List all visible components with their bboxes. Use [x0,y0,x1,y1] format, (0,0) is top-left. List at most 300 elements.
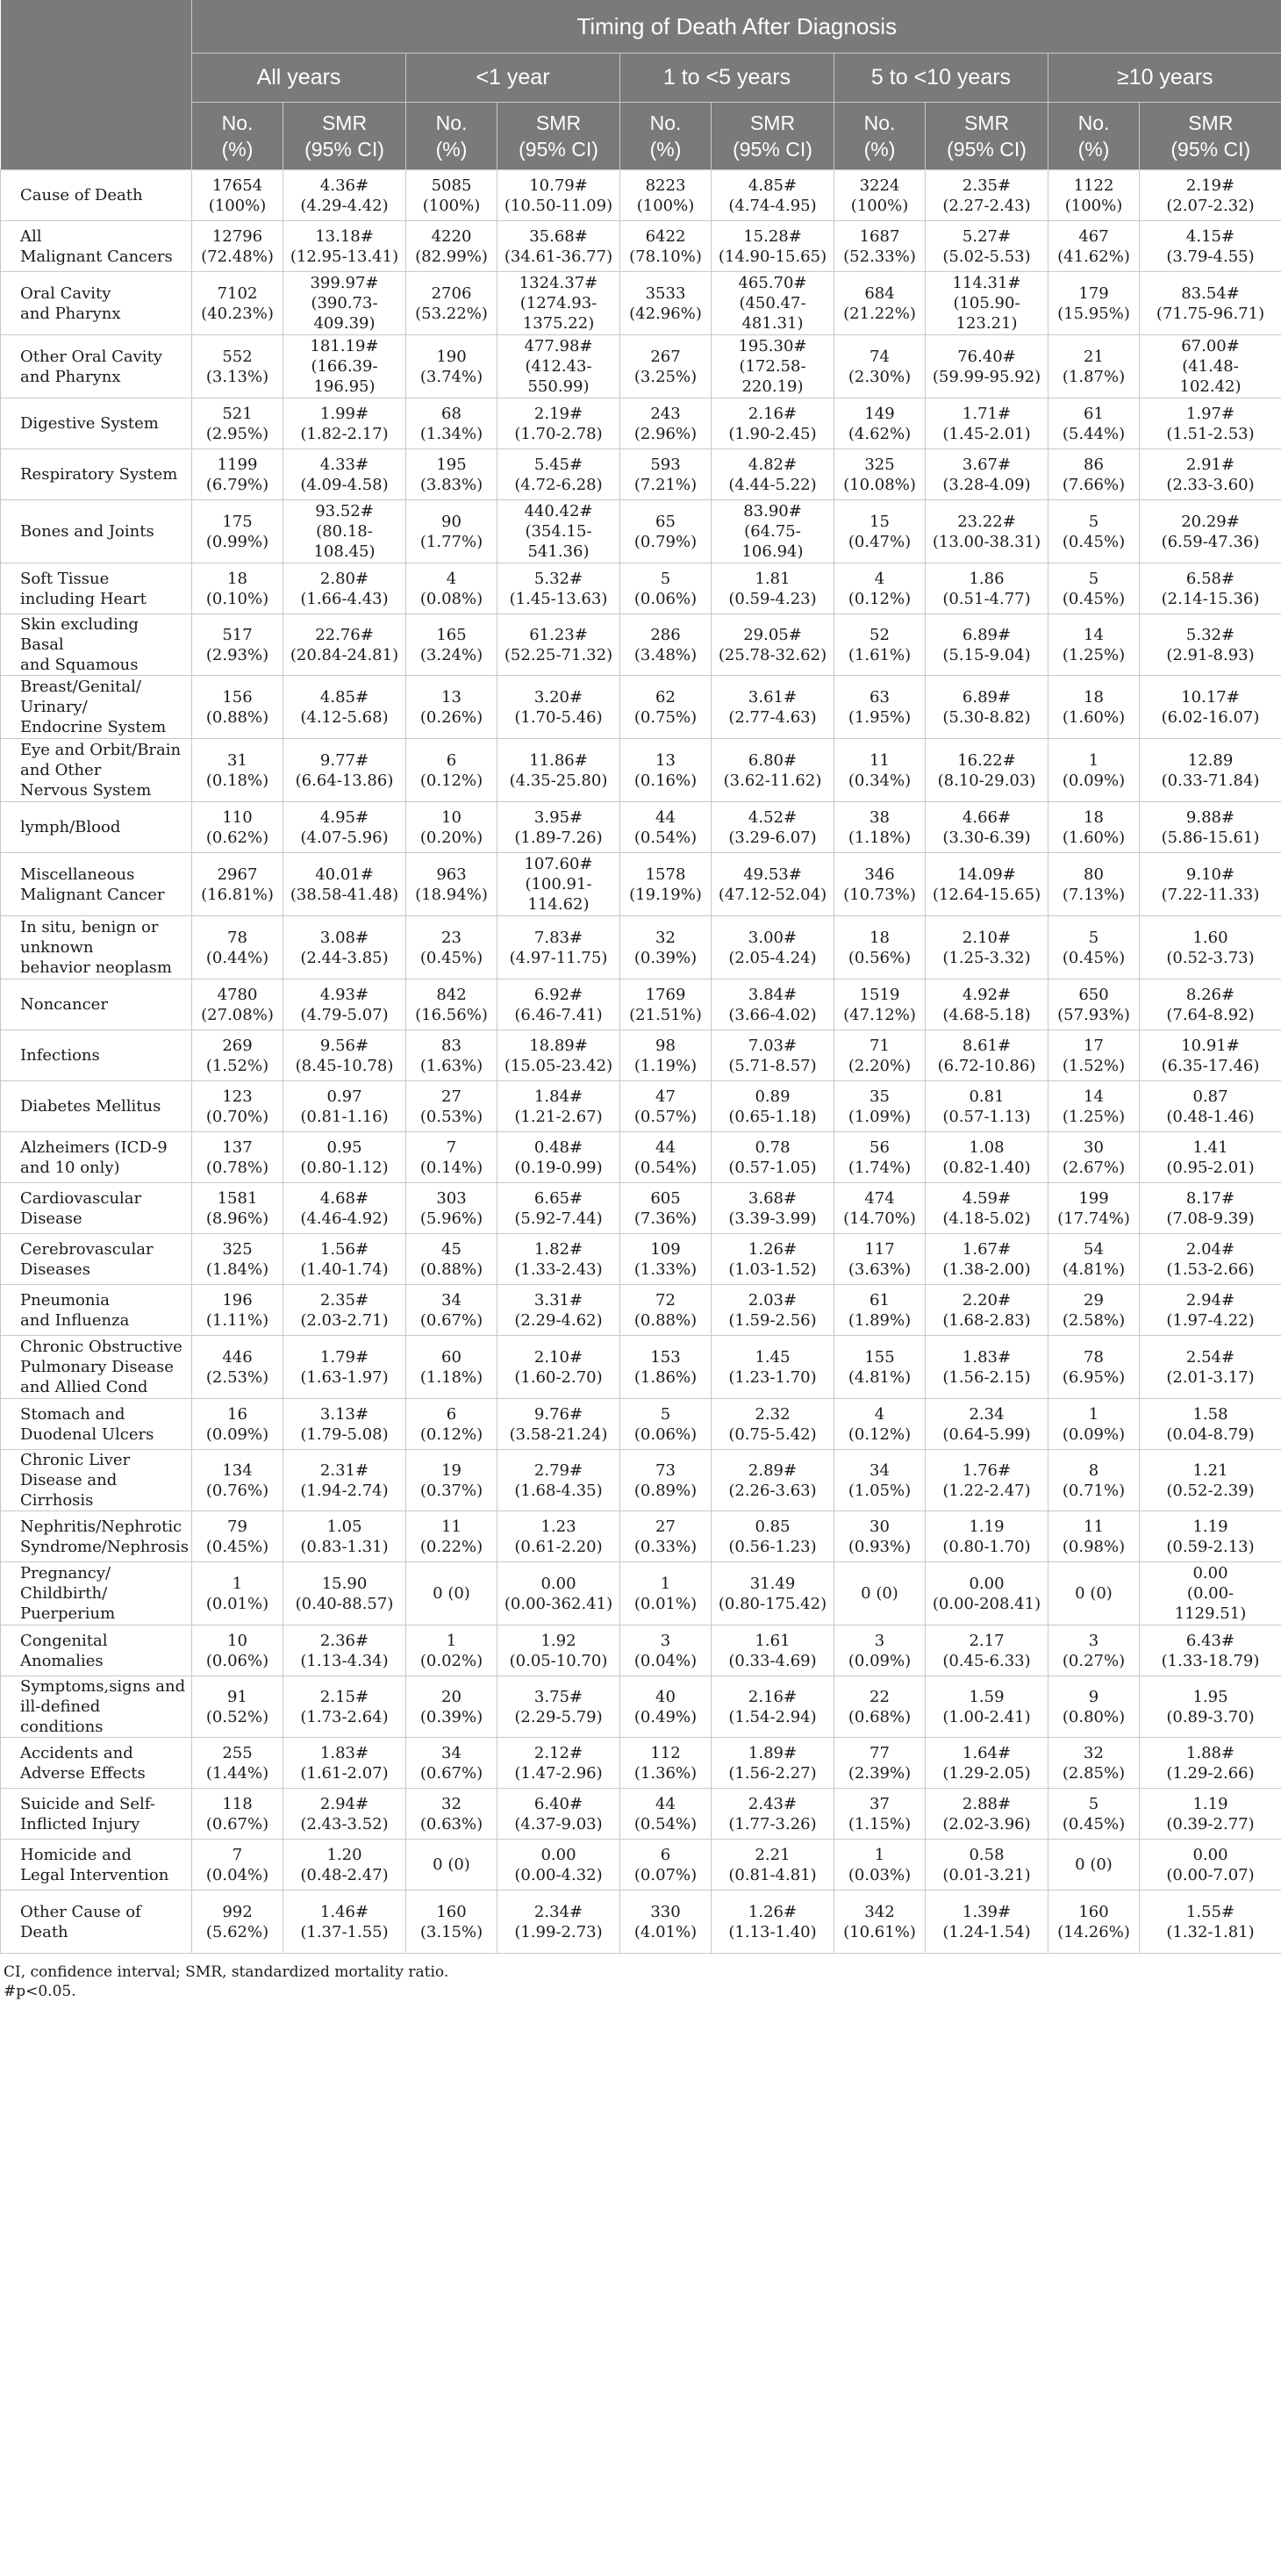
cell-line: 0.00 [540,1845,576,1864]
cell-line: 0.00 [969,1574,1005,1593]
cell-line: 10.91# [1181,1036,1240,1055]
cell-line: 541.36) [527,542,590,561]
count-cell [620,1450,712,1511]
cell-line: (4.35-25.80) [509,771,608,790]
cell-line: (0.89-3.70) [1166,1707,1255,1726]
cell-line: 2.04# [1185,1239,1235,1259]
table-row [1,1840,1281,1891]
cell-line: (7.21%) [633,475,698,494]
cell-line: 1581 [217,1188,258,1208]
cell-line: (7.22-11.33) [1161,885,1260,904]
header-line: (%) [435,138,468,161]
cell-line: (5.62%) [205,1922,269,1941]
row-label-line: Urinary/ [20,698,88,716]
cell-line: 5 [1088,928,1099,947]
count-cell [834,1840,926,1891]
count-cell [406,1676,497,1738]
row-label [1,739,192,802]
count-cell [406,1738,497,1789]
table-row [1,1336,1281,1399]
smr-cell [497,916,620,979]
smr-cell [497,1234,620,1285]
table-row [1,1285,1281,1336]
smr-cell [926,1132,1048,1183]
cell-line: (0.09%) [848,1651,912,1670]
cell-line: 11 [1084,1517,1104,1536]
count-cell [1048,1789,1140,1840]
cell-line: 8 [1088,1460,1099,1480]
cell-line: 32 [441,1794,462,1813]
row-label-line: behavior neoplasm [20,958,172,977]
cell-line: 2.16# [748,404,798,423]
cell-line: 3.75# [533,1687,583,1706]
cell-line: (2.58%) [1062,1310,1126,1330]
cell-line: (0.12%) [419,771,483,790]
cell-line: 517 [222,625,253,644]
smr-cell [926,563,1048,614]
footnote-significance: #p<0.05. [4,1983,76,2000]
smr-cell [1140,979,1281,1030]
smr-cell [926,221,1048,272]
cell-line: (47.12%) [843,1005,916,1024]
smr-cell [926,1738,1048,1789]
row-label-line: ill-defined conditions [20,1697,104,1736]
cell-line: 1.05 [326,1517,362,1536]
cell-line: 9.76# [533,1404,583,1424]
row-label [1,1450,192,1511]
cell-line: (1.60%) [1062,707,1126,727]
smr-cell [712,1183,834,1234]
cell-line: (1.13-1.40) [728,1922,817,1941]
cell-line: (0.44%) [205,948,269,967]
smr-cell [497,335,620,398]
smr-cell [712,449,834,500]
header-line: (%) [1077,138,1110,161]
row-label-line: Malignant Cancer [20,885,165,904]
smr-cell [283,1399,406,1450]
count-cell [1048,1183,1140,1234]
smr-cell [283,739,406,802]
row-label [1,1081,192,1132]
smr-cell [926,916,1048,979]
cell-line: (0.65-1.18) [728,1107,817,1126]
cell-line: 1.60 [1192,928,1228,947]
cell-line: (1.37-1.55) [300,1922,389,1941]
cell-line: 220.19) [741,377,804,396]
count-cell [620,563,712,614]
cell-line: 1 [1088,1404,1099,1424]
cell-line: (1.34%) [419,424,483,443]
cell-line: (0.45-6.33) [942,1651,1031,1670]
cell-line: 2.35# [319,1290,369,1310]
smr-cell [712,1562,834,1625]
cell-line: 1.08 [969,1137,1005,1157]
smr-cell [1140,1399,1281,1450]
cell-line: (7.64-8.92) [1166,1005,1255,1024]
row-label-line: Malignant Cancers [20,247,173,266]
cell-line: 195 [436,455,467,474]
header-title: Timing of Death After Diagnosis [192,0,1281,54]
smr-cell [283,500,406,563]
cell-line: (1.94-2.74) [300,1481,389,1500]
table-row [1,1183,1281,1234]
row-label [1,1891,192,1954]
cell-line: 2.80# [319,569,369,588]
cell-line: (354.15- [525,522,592,541]
cell-line: 1.95 [1192,1687,1228,1706]
cell-line: 123 [222,1087,253,1106]
count-cell [192,170,283,221]
cell-line: 521 [222,404,253,423]
cell-line: (0.88%) [419,1259,483,1279]
cell-line: (0.64-5.99) [942,1424,1031,1444]
cell-line: 3 [660,1631,671,1650]
cell-line: (2.53%) [205,1367,269,1387]
cell-line: (4.29-4.42) [300,196,389,215]
cell-line: 2.34# [533,1902,583,1921]
cell-line: 474 [864,1188,895,1208]
smr-cell [283,449,406,500]
cell-line: 10.79# [529,176,588,195]
cell-line: 16 [227,1404,247,1424]
count-cell [192,1285,283,1336]
cell-line: 18 [1084,687,1104,707]
cell-line: 4.66# [962,807,1012,827]
count-cell [834,500,926,563]
cell-line: 5 [1088,1794,1099,1813]
row-label-line: and 10 only) [20,1158,120,1177]
cell-line: 1.64# [962,1743,1012,1762]
count-cell [1048,1030,1140,1081]
cell-line: (5.92-7.44) [514,1209,603,1228]
smr-cell [712,853,834,916]
smr-cell [497,1030,620,1081]
smr-cell [283,563,406,614]
smr-cell [926,739,1048,802]
cell-line: 0 (0) [1075,1855,1113,1874]
cell-line: 3.84# [748,985,798,1004]
row-label-line: Respiratory System [20,465,178,484]
cell-line: (0.45%) [1062,532,1126,551]
row-label-line: Cardiovascular [20,1188,142,1208]
row-label-line: unknown [20,938,94,957]
cell-line: 1.26# [748,1902,798,1921]
cell-line: (0.68%) [848,1707,912,1726]
cell-line: 3.08# [319,928,369,947]
count-cell [1048,221,1140,272]
count-cell [620,916,712,979]
cell-line: (1.54-2.94) [728,1707,817,1726]
count-cell [1048,979,1140,1030]
smr-cell [497,1183,620,1234]
cell-line: (1.33-18.79) [1161,1651,1260,1670]
smr-cell [926,1081,1048,1132]
cell-line: 14 [1084,625,1104,644]
cell-line: (1.22-2.47) [942,1481,1031,1500]
cell-line: 67.00# [1181,337,1240,355]
row-label-line: Infections [20,1046,100,1065]
smr-cell [1140,1030,1281,1081]
count-cell [1048,1738,1140,1789]
table-row [1,1562,1281,1625]
smr-cell [926,1336,1048,1399]
count-cell [406,1081,497,1132]
cell-line: (25.78-32.62) [718,645,827,664]
row-label-line: Syndrome/Nephrosis [20,1537,190,1556]
smr-cell [926,449,1048,500]
cell-line: 18 [870,928,890,947]
cell-line: 399.97# [310,274,379,292]
count-cell [192,563,283,614]
cell-line: (71.75-96.71) [1156,304,1265,323]
count-cell [406,221,497,272]
row-label-line: including Heart [20,589,147,608]
count-cell [620,1562,712,1625]
cell-line: (4.09-4.58) [300,475,389,494]
cell-line: 3.31# [533,1290,583,1310]
smr-cell [1140,272,1281,335]
cell-line: (2.03-2.71) [300,1310,389,1330]
cell-line: (0.12%) [848,589,912,608]
cell-line: 0.58 [969,1845,1005,1864]
count-cell [834,1336,926,1399]
cell-line: (14.70%) [843,1209,916,1228]
cell-line: (2.39%) [848,1763,912,1783]
cell-line: (4.79-5.07) [300,1005,389,1024]
row-label [1,1840,192,1891]
count-cell [620,1285,712,1336]
cell-line: (1.11%) [205,1310,269,1330]
count-cell [620,335,712,398]
cell-line: 76.40# [957,347,1016,366]
smr-column-header [926,103,1048,170]
table-row [1,1625,1281,1676]
cell-line: 0.48# [533,1137,583,1157]
cell-line: 1.39# [962,1902,1012,1921]
cell-line: (1.61%) [848,645,912,664]
row-label [1,802,192,853]
cell-line: (105.90- [953,294,1020,312]
cell-line: 23 [441,928,462,947]
cell-line: 83 [441,1036,462,1055]
cell-line: 8.61# [962,1036,1012,1055]
cell-line: (1.33%) [633,1259,698,1279]
smr-cell [1140,1738,1281,1789]
count-cell [406,1450,497,1511]
smr-cell [283,1676,406,1738]
smr-cell [926,1511,1048,1562]
cell-line: (16.81%) [201,885,274,904]
cell-line: 2.16# [748,1687,798,1706]
cell-line: 199 [1078,1188,1109,1208]
row-label-line: Endocrine System [20,718,167,736]
cell-line: (4.72-6.28) [514,475,603,494]
smr-cell [283,614,406,676]
row-label-line: Miscellaneous [20,865,135,884]
cell-line: (1.25%) [1062,645,1126,664]
cell-line: 27 [441,1087,462,1106]
cell-line: (0.09%) [1062,1424,1126,1444]
cell-line: 5.32# [1185,625,1235,644]
cell-line: (0.82-1.40) [942,1158,1031,1177]
count-cell [620,1511,712,1562]
cell-line: (6.64-13.86) [295,771,394,790]
count-cell [834,916,926,979]
row-label [1,1511,192,1562]
header-line: No. [221,111,254,134]
cell-line: 83.90# [743,502,802,520]
cell-line: (2.77-4.63) [728,707,817,727]
row-label-line: Symptoms,signs and [20,1677,186,1696]
cell-line: 650 [1078,985,1109,1004]
cell-line: (0.56-1.23) [728,1537,817,1556]
count-cell [192,1738,283,1789]
smr-cell [926,1676,1048,1738]
count-cell [406,1183,497,1234]
cell-line: 1.58 [1192,1404,1228,1424]
cell-line: 1.59 [969,1687,1005,1706]
cell-line: (20.84-24.81) [290,645,399,664]
cell-line: 6.43# [1185,1631,1235,1650]
row-label [1,221,192,272]
header-line: SMR [749,111,796,134]
count-cell [192,853,283,916]
smr-column-header [712,103,834,170]
cell-line: (10.73%) [843,885,916,904]
count-cell [620,1183,712,1234]
smr-cell [1140,1450,1281,1511]
cell-line: (0.01-3.21) [942,1865,1031,1884]
cell-line: 1.82# [533,1239,583,1259]
count-cell [834,1234,926,1285]
cell-line: (10.08%) [843,475,916,494]
cell-line: 12.89 [1187,750,1234,770]
cell-line: (4.68-5.18) [942,1005,1031,1024]
smr-cell [497,563,620,614]
cell-line: (0.00-362.41) [504,1594,613,1613]
count-cell [1048,398,1140,449]
cell-line: 4.36# [319,176,369,195]
cell-line: (0.09%) [205,1424,269,1444]
row-label-line: In situ, benign or [20,918,159,936]
row-label [1,1625,192,1676]
header-line: No. [1077,111,1110,134]
cell-line: 0.00 [1192,1564,1228,1582]
cell-line: (0.80%) [1062,1707,1126,1726]
cell-line: (0.54%) [633,1814,698,1833]
cell-line: (1.33-2.43) [514,1259,603,1279]
row-label-line: and Pharynx [20,304,121,323]
cell-line: (5.30-8.82) [942,707,1031,727]
row-label [1,398,192,449]
count-cell [1048,853,1140,916]
row-label [1,1030,192,1081]
smr-cell [283,979,406,1030]
cell-line: (2.27-2.43) [942,196,1031,215]
cell-line: (0.45%) [1062,948,1126,967]
cell-line: 108.45) [313,542,376,561]
smr-cell [497,1285,620,1336]
cell-line: 9.10# [1185,865,1235,884]
count-cell [192,1081,283,1132]
cell-line: (0.18%) [205,771,269,790]
cell-line: (3.30-6.39) [942,828,1031,847]
cell-line: (0.81-1.16) [300,1107,389,1126]
row-label-line: Pregnancy/ [20,1564,111,1582]
cell-line: (3.83%) [419,475,483,494]
cell-line: 156 [222,687,253,707]
cell-line: 1.92 [540,1631,576,1650]
smr-cell [497,676,620,739]
cell-line: 4.95# [319,807,369,827]
cell-line: 0.78 [755,1137,791,1157]
cell-line: (4.81%) [848,1367,912,1387]
count-cell [834,1625,926,1676]
cell-line: 4.15# [1185,226,1235,246]
row-label [1,1285,192,1336]
cell-line: 0.97 [326,1087,362,1106]
cell-line: 3.61# [748,687,798,707]
cell-line: 73 [655,1460,676,1480]
row-label-line: Eye and Orbit/Brain [20,741,182,759]
cell-line: (1.90-2.45) [728,424,817,443]
cell-line: 175 [222,512,253,531]
cell-line: (1.18%) [419,1367,483,1387]
cell-line: (0.19-0.99) [514,1158,603,1177]
cell-line: (1.47-2.96) [514,1763,603,1783]
cell-line: (3.79-4.55) [1166,247,1255,266]
cell-line: (0.12%) [419,1424,483,1444]
cell-line: (6.46-7.41) [514,1005,603,1024]
count-cell [620,1625,712,1676]
cell-line: (52.25-71.32) [504,645,613,664]
cell-line: (0.78%) [205,1158,269,1177]
cell-line: 2.94# [319,1794,369,1813]
cell-line: (0.03%) [848,1865,912,1884]
smr-column-header [1140,103,1281,170]
cell-line: 65 [655,512,676,531]
count-cell [620,1738,712,1789]
smr-cell [283,1081,406,1132]
count-cell [192,500,283,563]
cell-line: 112 [650,1743,681,1762]
header-line: (%) [649,138,682,161]
cell-line: (1.63-1.97) [300,1367,389,1387]
cell-line: (38.58-41.48) [290,885,399,904]
cell-line: (1.09%) [848,1107,912,1126]
cell-line: 0.95 [326,1137,362,1157]
cell-line: 4.92# [962,985,1012,1004]
count-cell [834,170,926,221]
cell-line: (0.54%) [633,1158,698,1177]
cell-line: 6.92# [533,985,583,1004]
smr-cell [1140,676,1281,739]
smr-cell [283,170,406,221]
cell-line: 13 [441,687,462,707]
cell-line: 1199 [217,455,258,474]
cell-line: 684 [864,283,895,303]
cell-line: 409.39) [313,314,376,333]
count-cell [406,335,497,398]
cell-line: (1.53-2.66) [1166,1259,1255,1279]
row-label-line: Bones and Joints [20,522,154,541]
cell-line: (0.71%) [1062,1481,1126,1500]
smr-cell [283,1789,406,1840]
table-row [1,1891,1281,1954]
cell-line: (2.85%) [1062,1763,1126,1783]
row-label-line: Diabetes Mellitus [20,1097,161,1116]
cell-line: (3.24%) [419,645,483,664]
